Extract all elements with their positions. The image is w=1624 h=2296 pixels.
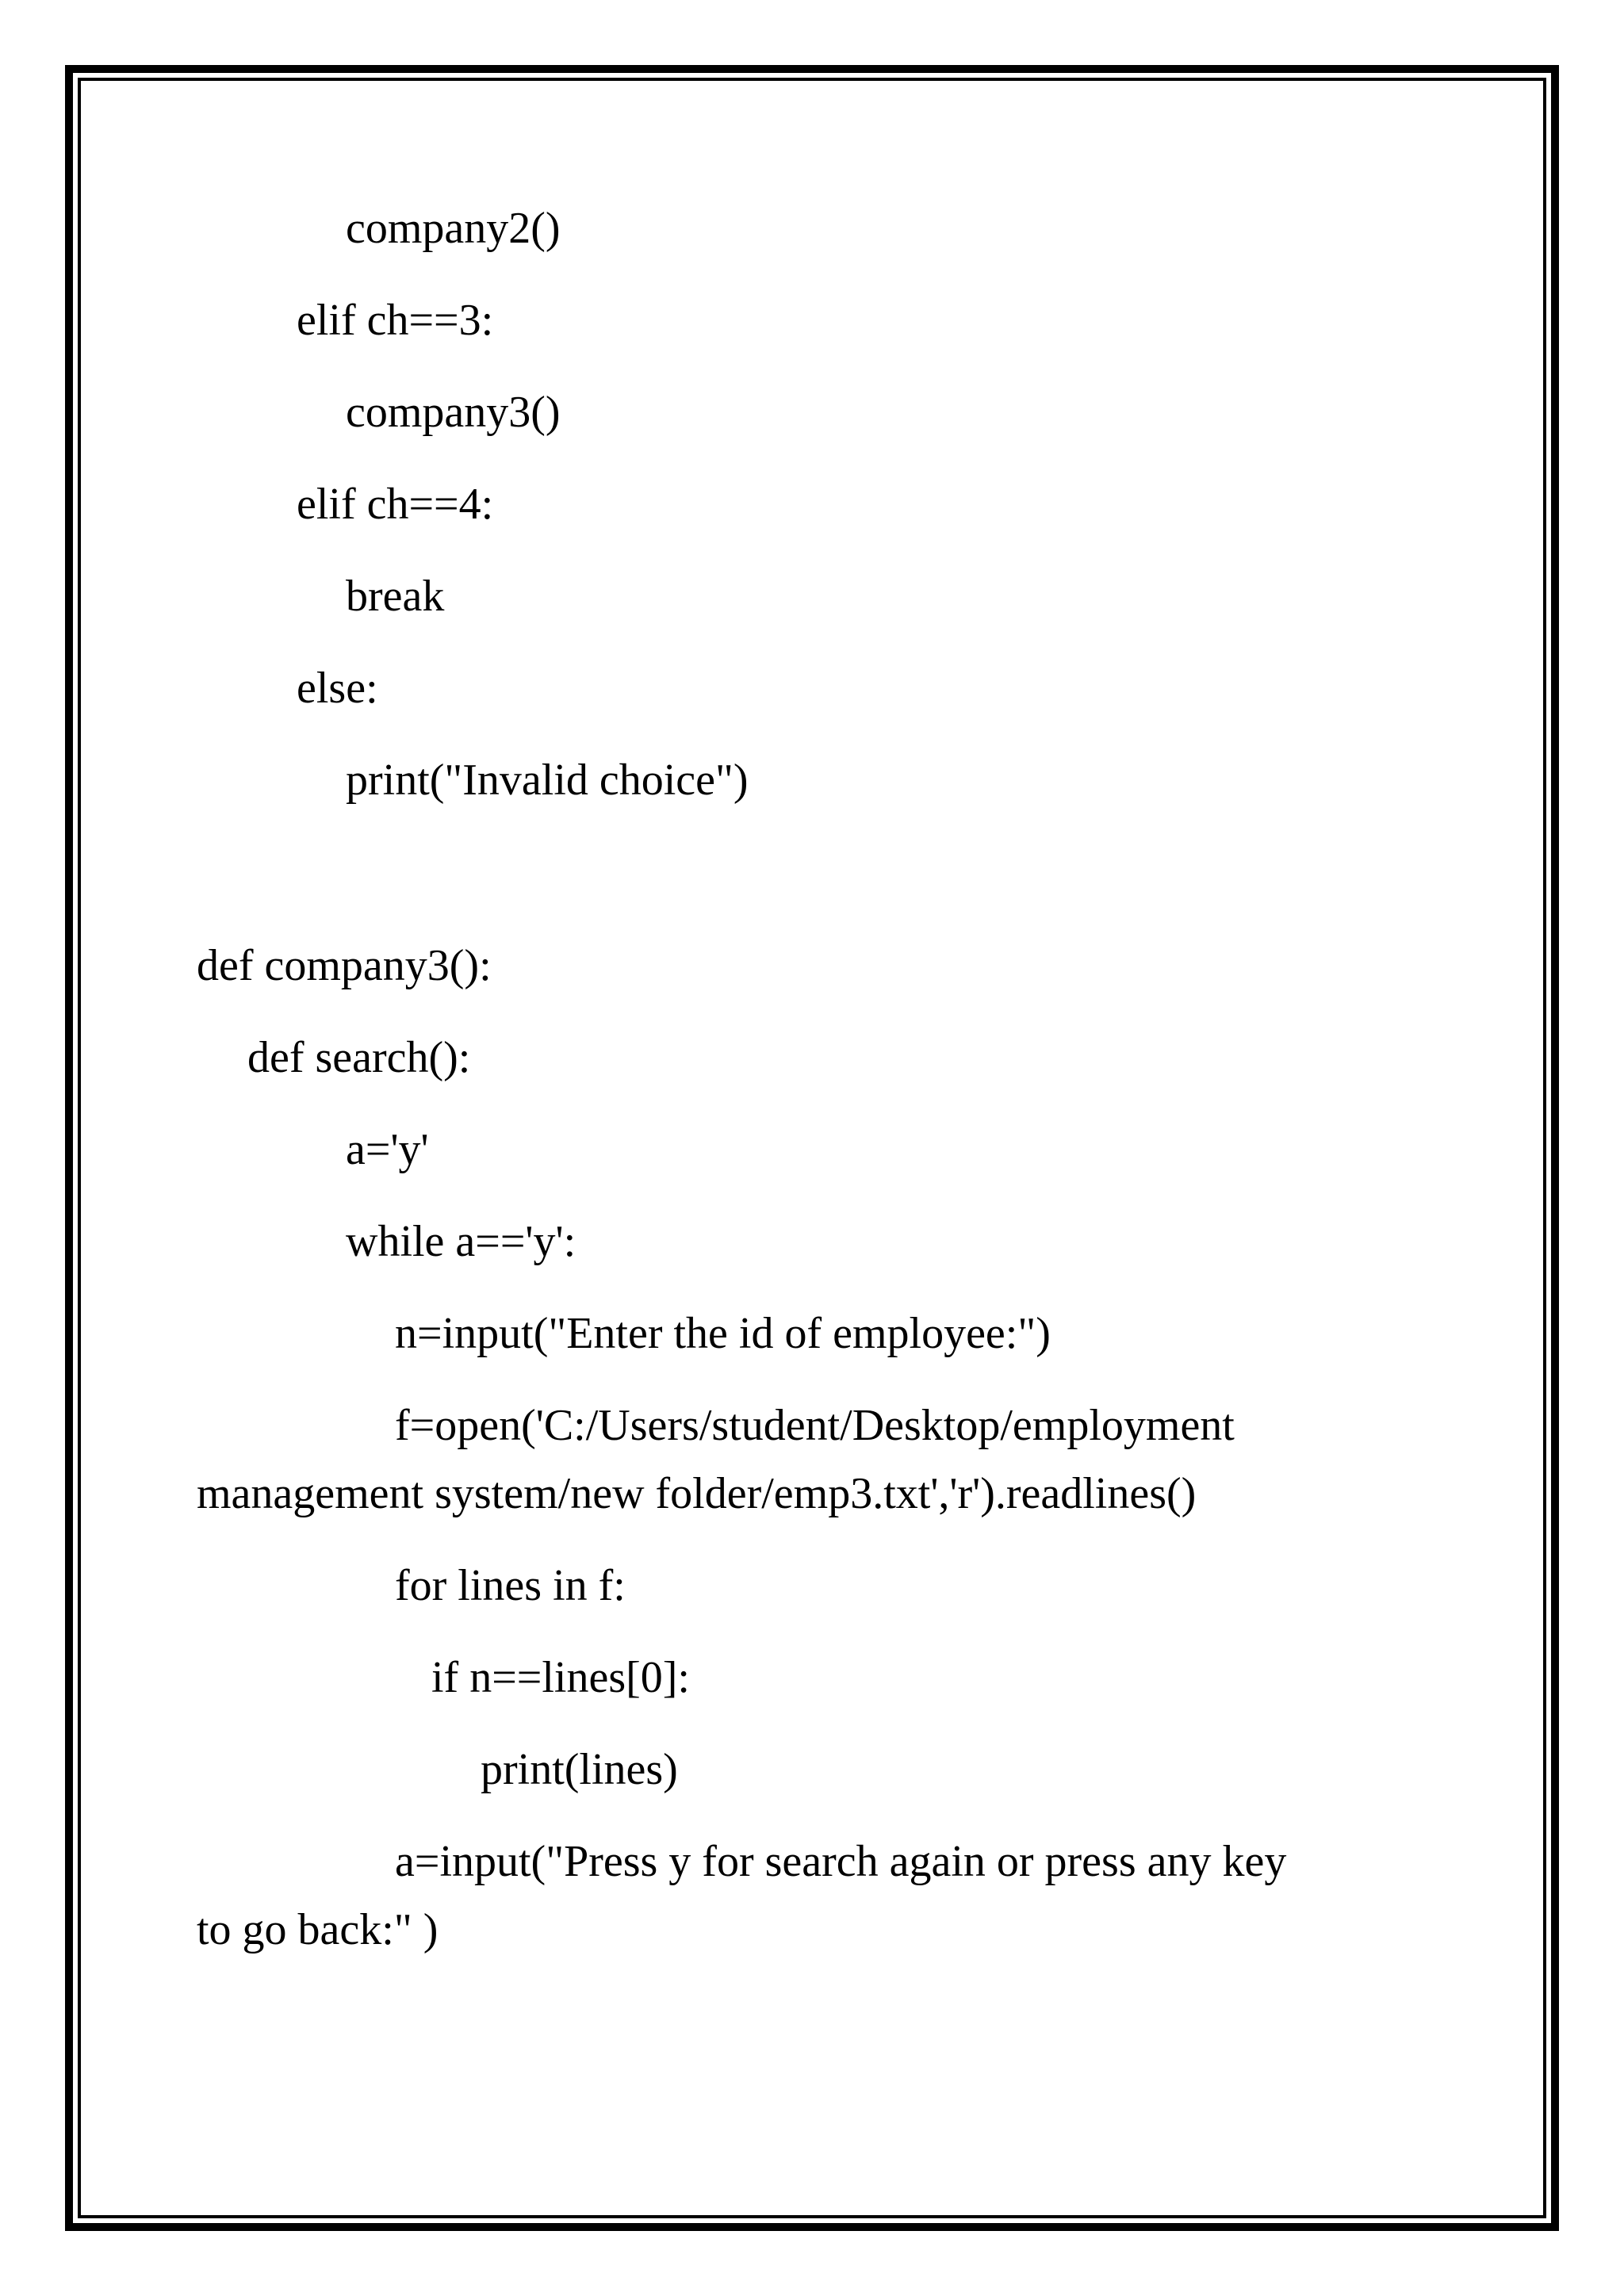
page-border-inner [78,78,1546,2218]
code-line: to go back:" ) [197,1905,439,1954]
code-line: elif ch==4: [297,480,494,529]
code-line: f=open('C:/Users/student/Desktop/employment [395,1401,1235,1450]
code-line: company2() [346,204,561,253]
code-line: break [346,572,445,621]
code-line: a='y' [346,1125,429,1174]
code-line: else: [297,664,378,713]
code-line: if n==lines[0]: [431,1653,690,1702]
code-line: for lines in f: [395,1561,626,1610]
code-line: print("Invalid choice") [346,756,749,805]
code-line: company3() [346,388,561,437]
code-line: elif ch==3: [297,296,494,345]
code-line: def search(): [247,1033,471,1082]
code-line: a=input("Press y for search again or press any key [395,1837,1287,1886]
code-line: print(lines) [481,1745,678,1794]
code-line: def company3(): [197,941,492,990]
code-line: n=input("Enter the id of employee:") [395,1309,1051,1358]
code-line: while a=='y': [346,1217,576,1266]
code-line: management system/new folder/emp3.txt','r').readlines() [197,1469,1197,1518]
